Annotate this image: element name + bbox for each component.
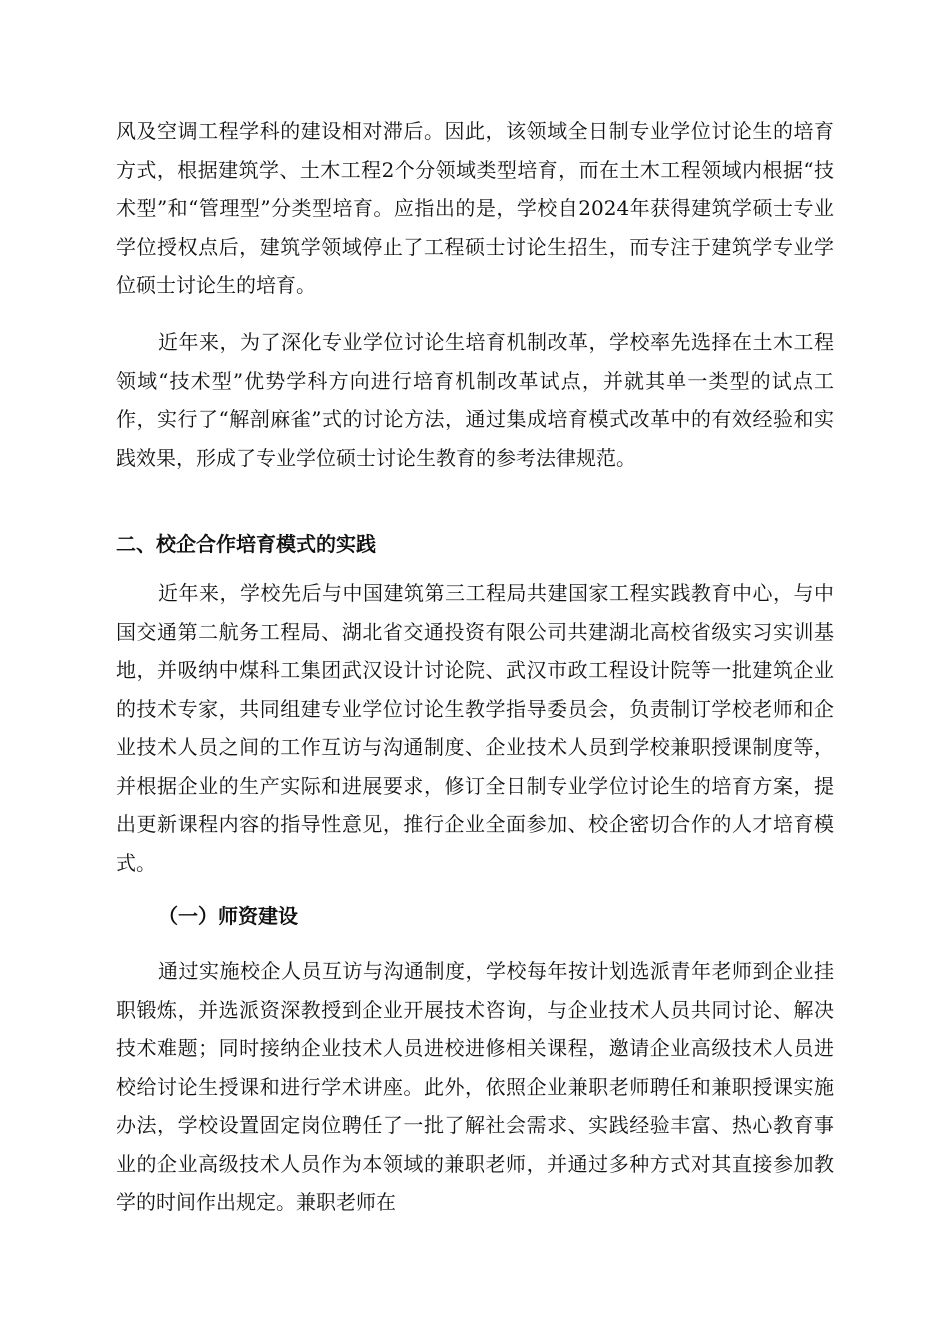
- paragraph-cooperation: 近年来，学校先后与中国建筑第三工程局共建国家工程实践教育中心，与中国交通第二航务工程局、湖北省交通投资有限公司共建湖北高校省级实习实训基地，并吸纳中煤科工集团武汉设计讨论院、武汉市政工程设计院等一批建筑企业的技术专家，共同组建专业学位讨论生教学指导委员会，负责制订学校老师和企业技术人员之间的工作互访与沟通制度、企业技术人员到学校兼职授课制度等，并根据企业的生产实际和进展要求，修订全日制专业学位讨论生的培育方案，提出更新课程内容的指导性意见，推行企业全面参加、校企密切合作的人才培育模式。: [116, 581, 834, 875]
- paragraph-continuation: 风及空调工程学科的建设相对滞后。因此，该领域全日制专业学位讨论生的培育方式，根据建筑学、土木工程2个分领域类型培育，而在土木工程领域内根据“技术型”和“管理型”分类型培育。应指出的是，学校自2024年获得建筑学硕士专业学位授权点后，建筑学领域停止了工程硕士讨论生招生，而专注于建筑学专业学位硕士讨论生的培育。: [116, 119, 834, 297]
- section-heading: 二、校企合作培育模式的实践: [116, 532, 376, 556]
- paragraph-faculty-building: 通过实施校企人员互访与沟通制度，学校每年按计划选派青年老师到企业挂职锻炼，并选派资深教授到企业开展技术咨询，与企业技术人员共同讨论、解决技术难题；同时接纳企业技术人员进校进修相关课程，邀请企业高级技术人员进校给讨论生授课和进行学术讲座。此外，依照企业兼职老师聘任和兼职授课实施办法，学校设置固定岗位聘任了一批了解社会需求、实践经验丰富、热心教育事业的企业高级技术人员作为本领域的兼职老师，并通过多种方式对其直接参加教学的时间作出规定。兼职老师在: [116, 959, 834, 1214]
- subsection-heading: （一）师资建设: [158, 904, 298, 928]
- paragraph-reform-pilot: 近年来，为了深化专业学位讨论生培育机制改革，学校率先选择在土木工程领域“技术型”优势学科方向进行培育机制改革试点，并就其单一类型的试点工作，实行了“解剖麻雀”式的讨论方法，通过集成培育模式改革中的有效经验和实践效果，形成了专业学位硕士讨论生教育的参考法律规范。: [116, 330, 834, 470]
